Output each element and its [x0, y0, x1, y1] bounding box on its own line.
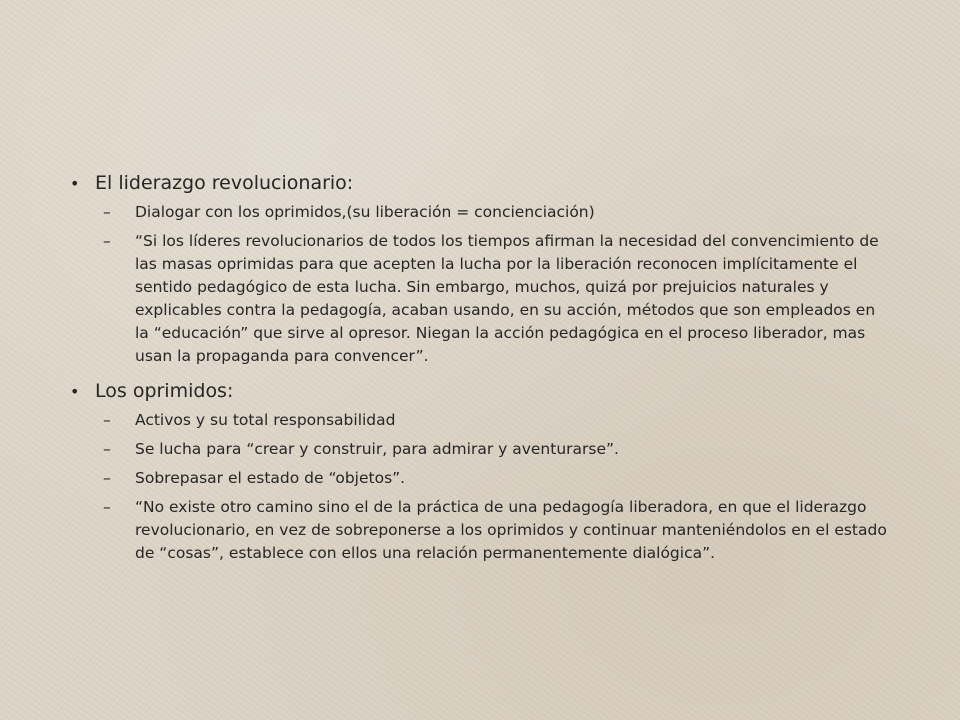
list-item-text: “No existe otro camino sino el de la práctica de una pedagogía liberadora, en que el liderazgo revolucionario, en vez de sobreponerse a los oprimidos y continuar manteniéndolos en el estado de “cosas”, establece con ellos una relación permanentemente dialógica”.: [135, 498, 887, 562]
dash-marker: –: [103, 411, 111, 429]
section-heading-oprimidos: [70, 378, 890, 405]
section-title: El liderazgo revolucionario:: [95, 172, 354, 194]
list-item-text: Activos y su total responsabilidad: [135, 411, 396, 429]
list-item-text: Se lucha para “crear y construir, para admirar y aventurarse”.: [135, 440, 619, 458]
dash-marker: –: [103, 469, 111, 487]
dash-marker: –: [103, 203, 111, 221]
list-item-text: “Si los líderes revolucionarios de todos los tiempos afirman la necesidad del convencimiento de las masas oprimidas para que acepten la lucha por la liberación reconocen implícitamente el sentido pedagógico de esta lucha. Sin embargo, muchos, quizá por prejuicios naturales y explicables contra la pedagogía, acaban usando, en su acción, métodos que son empleados en la “educación” que sirve al opresor. Niegan la acción pedagógica en el proceso liberador, mas usan la propaganda para convencer”.: [135, 232, 879, 365]
dash-marker: –: [103, 498, 111, 516]
list-item: [70, 230, 890, 368]
bullet-icon: •: [70, 382, 80, 401]
list-item: [70, 496, 890, 565]
list-item-text: Dialogar con los oprimidos,(su liberación = concienciación): [135, 203, 595, 221]
slide-content: [70, 170, 890, 575]
section-heading-liderazgo: [70, 170, 890, 197]
section-title: Los oprimidos:: [95, 380, 234, 402]
dash-marker: –: [103, 232, 111, 250]
dash-marker: –: [103, 440, 111, 458]
list-item: [70, 201, 890, 224]
list-item: [70, 409, 890, 432]
list-item: [70, 467, 890, 490]
list-item: [70, 438, 890, 461]
list-item-text: Sobrepasar el estado de “objetos”.: [135, 469, 406, 487]
sub-list-oprimidos: [70, 409, 890, 565]
bullet-icon: •: [70, 174, 80, 193]
sub-list-liderazgo: [70, 201, 890, 368]
